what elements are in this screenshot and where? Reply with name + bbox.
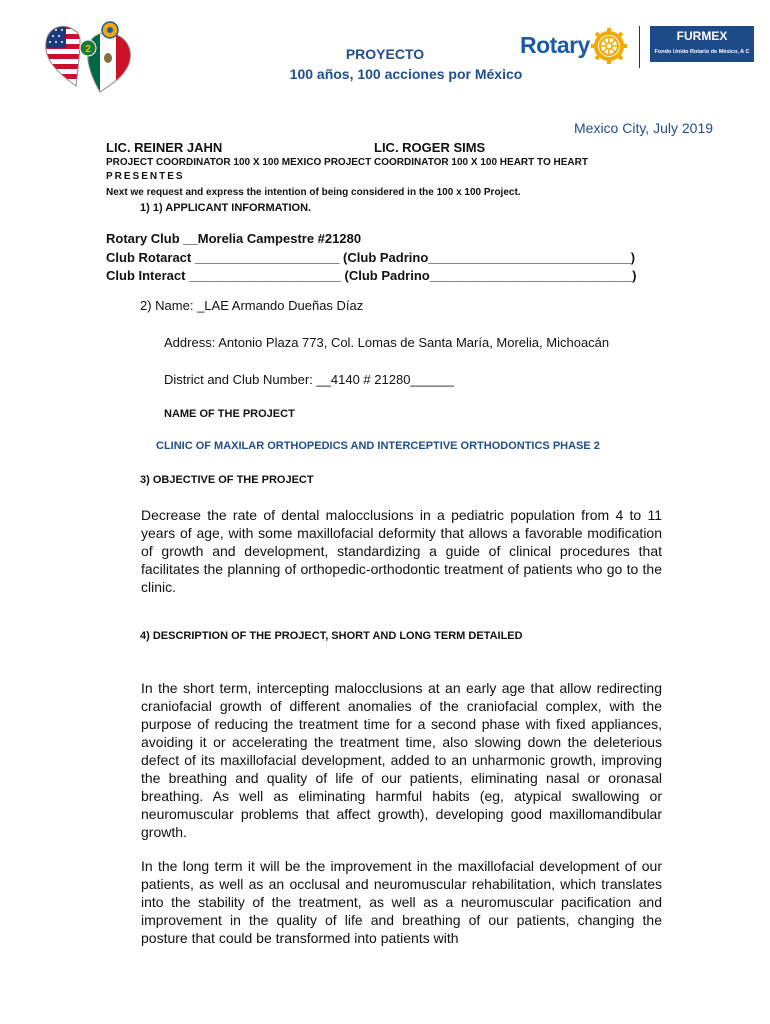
letter-date: Mexico City, July 2019 <box>574 120 714 136</box>
coordinators-line: PROJECT COORDINATOR 100 X 100 MEXICO PROJECT COORDINATOR 100 X 100 HEART TO HEART <box>106 157 588 168</box>
furmex-subtitle: Fondo Unido Rotario de México, A C <box>654 49 750 55</box>
rotary-wheel-icon <box>591 28 627 64</box>
request-line: Next we request and express the intention of being considered in the 100 x 100 Project. <box>106 187 521 198</box>
section-3-heading: 3) OBJECTIVE OF THE PROJECT <box>140 474 314 486</box>
presents-line: PRESENTES <box>106 171 185 182</box>
recipient-1: LIC. REINER JAHN <box>106 140 223 155</box>
section-1-heading: 1) 1) APPLICANT INFORMATION. <box>140 202 312 214</box>
svg-text:2: 2 <box>85 44 91 55</box>
furmex-logo <box>650 26 754 62</box>
section-4-heading: 4) DESCRIPTION OF THE PROJECT, SHORT AND LONG TERM DETAILED <box>140 630 523 642</box>
short-term-paragraph: In the short term, intercepting malocclusions at an early age that allow redirecting craniofacial growth of different anomalies of the craniofacial complex, with the purpose of reducing the treatment time for a second phase with fixed appliances, avoiding it or accelerating the treatment time, also slowing down the deleterious defect of its maxillofacial development, added to an unharmonic growth, improving the breathing and quality of life of our patients, eliminating nasal or oronasal breathing. As well as eliminating harmful habits (eg, atypical swallowing or neuromuscular problems that affect growth), developing good maxillomandibular growth. <box>141 680 662 840</box>
rotary-club-line: Rotary Club __Morelia Campestre #21280 <box>106 231 362 246</box>
applicant-name: 2) Name: _LAE Armando Dueñas Díaz <box>140 298 364 313</box>
project-name-heading: NAME OF THE PROJECT <box>164 408 295 420</box>
club-rotaract-line: Club Rotaract ____________________ (Club Padrino____________________________) <box>106 250 636 265</box>
document-title: PROYECTO <box>345 46 425 62</box>
club-interact-line: Club Interact _____________________ (Club Padrino____________________________) <box>106 268 637 283</box>
applicant-address: Address: Antonio Plaza 773, Col. Lomas de Santa María, Morelia, Michoacán <box>164 335 610 350</box>
rotary-wordmark: Rotary <box>520 32 590 58</box>
objective-paragraph: Decrease the rate of dental malocclusions in a pediatric population from 4 to 11 years of age, with some maxillofacial deformity that allows a favorable modification of growth and development, standardizing a guide of clinical procedures that facilitates the planning of orthopedic-orthodontic treatment of patients who go to the clinic. <box>141 507 662 595</box>
document-subtitle: 100 años, 100 acciones por México <box>289 66 523 82</box>
district-club-number: District and Club Number: __4140 # 21280______ <box>164 372 454 387</box>
project-name: CLINIC OF MAXILAR ORTHOPEDICS AND INTERCEPTIVE ORTHODONTICS PHASE 2 <box>156 440 600 452</box>
furmex-title: FURMEX <box>676 29 728 43</box>
recipient-2: LIC. ROGER SIMS <box>374 140 486 155</box>
header-divider <box>639 26 640 68</box>
long-term-paragraph: In the long term it will be the improvement in the maxillofacial development of our patients, as well as an occlusal and neuromuscular rehabilitation, which translates into the stability of the treatment, as well as a neuromuscular pacification and improvement in the quality of life and breathing of our patients, changing the posture that could be transformed into patients with <box>141 858 662 946</box>
